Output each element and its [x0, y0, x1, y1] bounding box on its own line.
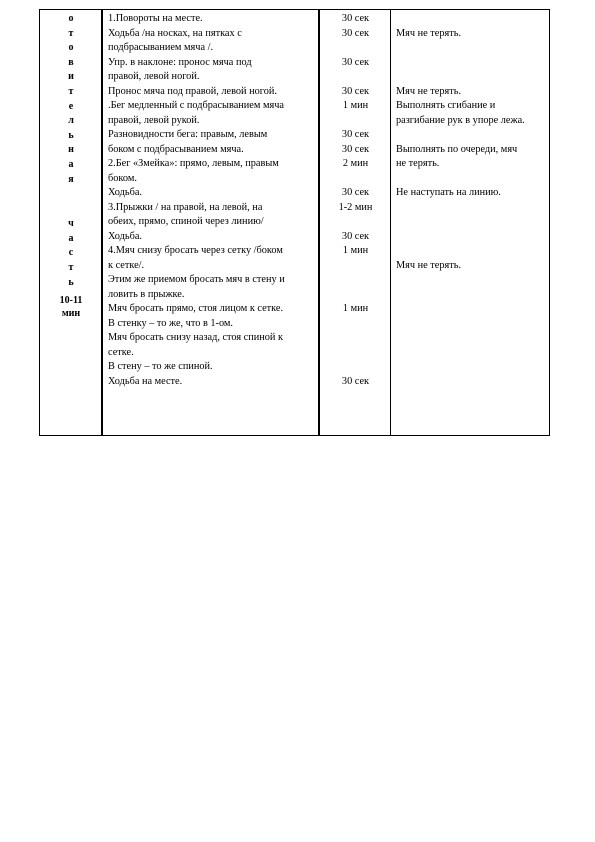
note-text: Мяч не терять.	[396, 85, 462, 97]
dosage-text	[321, 346, 390, 361]
part-label-letter: я	[68, 173, 74, 185]
note-text	[396, 360, 551, 375]
dosage-text: 30 сек	[341, 13, 370, 24]
part-label-bottom	[40, 215, 102, 290]
exercise-text: Ходьба.	[108, 230, 142, 242]
dosage-text	[321, 215, 390, 230]
dosage-text: 1 мин	[342, 303, 369, 314]
dosage-text	[321, 259, 390, 274]
note-text	[396, 244, 551, 259]
exercise-text: Мяч бросать снизу назад, стоя спиной к	[108, 332, 284, 343]
exercise-text: Упр. в наклоне: пронос мяча под	[108, 56, 252, 68]
exercise-text: .Бег медленный с подбрасыванием мяча	[108, 100, 284, 111]
dosage-text	[321, 331, 390, 346]
exercise-text: Мяч бросать прямо, стоя лицом к сетке.	[108, 303, 284, 314]
part-label-letter: ч	[68, 218, 74, 230]
dosage-text	[321, 273, 390, 288]
note-text	[396, 302, 551, 317]
note-text: разгибание рук в упоре лежа.	[396, 114, 525, 126]
part-label-letter: т	[68, 261, 74, 273]
exercise-text: В стену – то же спиной.	[108, 361, 213, 372]
note-text	[396, 288, 551, 303]
note-text	[396, 317, 551, 332]
note-text	[396, 172, 551, 187]
part-label-letter: о	[68, 42, 74, 54]
part-label-letter: в	[68, 56, 74, 68]
exercise-text: 3.Прыжки / на правой, на левой, на	[108, 201, 263, 213]
part-label-letter: т	[68, 27, 74, 39]
notes-column	[396, 12, 551, 389]
note-text	[396, 201, 551, 216]
part-label-column	[40, 10, 102, 320]
exercise-text: Пронос мяча под правой, левой ногой.	[108, 85, 277, 97]
dosage-text	[321, 41, 390, 56]
exercise-text: Этим же приемом бросать мяч в стену и	[108, 274, 285, 285]
part-label-letter: ь	[68, 129, 74, 141]
exercise-text: обеих, прямо, спиной через линию/	[108, 216, 264, 227]
dosage-text	[321, 70, 390, 85]
exercise-text: боком.	[108, 172, 137, 184]
dosage-text	[321, 360, 390, 375]
note-text	[396, 41, 551, 56]
part-label-letter: е	[68, 100, 74, 112]
dosage-text: 30 сек	[341, 56, 370, 68]
dosage-text: 30 сек	[341, 143, 370, 155]
note-text: Выполнять по очереди, мяч	[396, 143, 518, 155]
part-label-letter: о	[68, 13, 74, 24]
column-divider	[390, 10, 391, 435]
exercise-text: к сетке/.	[108, 259, 145, 271]
dosage-text: 1 мин	[342, 245, 369, 256]
exercise-text: Разновидности бега: правым, левым	[108, 129, 268, 140]
exercise-text: правой, левой ногой.	[108, 71, 200, 82]
exercise-text: сетке.	[108, 346, 134, 358]
exercise-text: В стенку – то же, что в 1-ом.	[108, 317, 234, 329]
duration-value: 10-11	[59, 295, 83, 307]
exercise-text: подбрасыванием мяча /.	[108, 42, 214, 53]
note-text	[396, 230, 551, 245]
part-label-letter: н	[68, 144, 74, 156]
note-text	[396, 331, 551, 346]
note-text	[396, 215, 551, 230]
part-label-top	[40, 10, 102, 187]
dosage-text: 30 сек	[341, 375, 370, 387]
exercise-text: 4.Мяч снизу бросать через сетку /боком	[108, 245, 283, 256]
note-text	[396, 346, 551, 361]
part-label-letter: а	[68, 232, 74, 244]
note-text: Не наступать на линию.	[396, 187, 501, 198]
dosage-text: 1-2 мин	[338, 201, 373, 213]
dosage-text	[321, 114, 390, 129]
note-text	[396, 12, 551, 27]
exercise-text: ловить в прыжке.	[108, 288, 185, 300]
note-text	[396, 70, 551, 85]
note-text: Мяч не терять.	[396, 27, 462, 39]
dosage-text: 30 сек	[341, 187, 370, 198]
note-text: не терять.	[396, 158, 440, 169]
exercise-text: 1.Повороты на месте.	[108, 13, 203, 24]
note-text	[396, 375, 551, 390]
exercise-text: правой, левой рукой.	[108, 114, 200, 126]
exercise-text: Ходьба на месте.	[108, 375, 183, 387]
dosage-column	[321, 12, 390, 389]
dosage-text: 30 сек	[341, 230, 370, 242]
duration-unit: мин	[61, 308, 81, 320]
dosage-text	[321, 288, 390, 303]
exercise-column	[108, 12, 320, 389]
lesson-table	[39, 9, 550, 436]
part-label-letter: л	[68, 115, 74, 127]
dosage-text	[321, 172, 390, 187]
dosage-text: 30 сек	[341, 85, 370, 97]
dosage-text	[321, 317, 390, 332]
exercise-text: Ходьба /на носках, на пятках с	[108, 27, 242, 39]
part-label-letter: а	[68, 158, 74, 170]
note-text: Мяч не терять.	[396, 259, 462, 271]
dosage-text: 30 сек	[341, 27, 370, 39]
note-text: Выполнять сгибание и	[396, 100, 496, 111]
note-text	[396, 56, 551, 71]
note-text	[396, 128, 551, 143]
part-label-letter: ь	[68, 276, 74, 288]
dosage-text: 30 сек	[341, 129, 370, 140]
exercise-text: 2.Бег «Змейка»: прямо, левым, правым	[108, 158, 279, 169]
dosage-text: 1 мин	[342, 100, 369, 111]
part-label-letter: т	[68, 85, 74, 97]
dosage-text: 2 мин	[342, 158, 369, 169]
note-text	[396, 273, 551, 288]
exercise-text: боком с подбрасыванием мяча.	[108, 143, 244, 155]
exercise-text: Ходьба.	[108, 187, 142, 198]
part-label-letter: и	[68, 71, 74, 83]
part-label-letter: с	[68, 247, 74, 259]
